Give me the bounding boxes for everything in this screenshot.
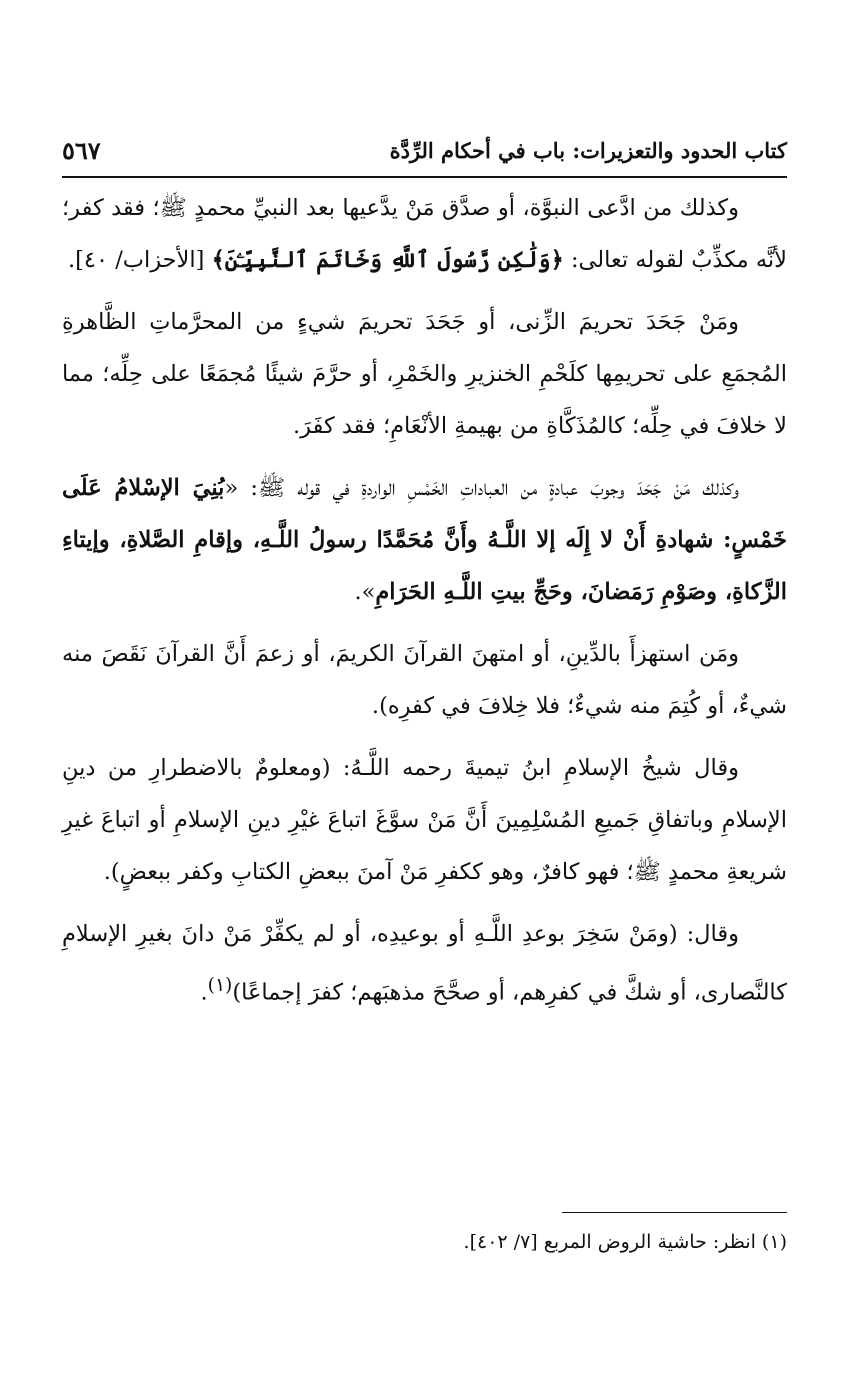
running-header: [62, 128, 787, 172]
header-rule: [62, 176, 787, 178]
page-number: ٥٦٧: [62, 135, 101, 165]
paragraph-text: وكذلك مَنْ جَحَدَ وجوبَ عبادةٍ من العباداتِ الخَمْسِ الواردةِ في قوله ﷺ: «: [224, 475, 739, 501]
main-text: [62, 182, 787, 1029]
footnote-marker[interactable]: (١): [207, 975, 233, 996]
paragraph-text: وقال: (ومَنْ سَخِرَ بوعدِ اللَّـهِ أو بوعيدِه، أو لم يكفِّرْ مَنْ دانَ بغيرِ الإسلامِ كالنَّصارى، أو شكَّ في كفرِهم، أو صحَّحَ مذهبَهم؛ كفرَ إجماعًا): [62, 921, 787, 1006]
running-title: كتاب الحدود والتعزيرات: باب في أحكام الرِّدَّة: [389, 137, 787, 163]
footnote-rule: [562, 1212, 787, 1213]
paragraph-pillars: [62, 462, 787, 618]
quran-reference: [الأحزاب/ ٤٠].: [67, 247, 212, 273]
quran-quote: ﴿وَلَٰكِن رَّسُولَ ٱللَّهِ وَخَاتَمَ ٱلنَّبِيِّـۧنَ﴾: [211, 247, 564, 273]
paragraph-consensus: [62, 908, 787, 1019]
paragraph-prophethood: [62, 182, 787, 286]
paragraph-text: وكذلك من ادَّعى النبوَّة، أو صدَّق مَنْ يدَّعيها بعد النبيِّ محمدٍ ﷺ؛ فقد كفر؛ لأنَّه مكذِّبٌ لقوله تعالى:: [62, 195, 787, 273]
paragraph-ibn-taymiyyah: وقال شيخُ الإسلامِ ابنُ تيميةَ رحمه اللَّـهُ: (ومعلومٌ بالاضطرارِ من دينِ الإسلامِ وباتفاقِ جَميعِ المُسْلِمِينَ أَنَّ مَنْ سوَّغَ اتباعَ غيْرِ دينِ الإسلامِ أو اتباعَ غيرِ شريعةِ محمدٍ ﷺ؛ فهو كافرٌ، وهو ككفرِ مَنْ آمنَ ببعضِ الكتابِ وكفر ببعضٍ).: [62, 755, 787, 885]
footnote: (١) انظر: حاشية الروض المربع [٧/ ٤٠٢].: [463, 1231, 787, 1253]
paragraph-text: ».: [354, 579, 376, 605]
paragraph-text: .: [200, 979, 208, 1006]
paragraph-prohibitions: ومَنْ جَحَدَ تحريمَ الزِّنى، أو جَحَدَ تحريمَ شيءٍ من المحرَّماتِ الظَّاهرةِ المُجمَعِ على تحريمِها كلَحْمِ الخنزيرِ والخَمْرِ، أو حرَّمَ شيئًا مُجمَعًا على حِلِّه؛ مما لا خلافَ في حِلِّه؛ كالمُذَكَّاةِ من بهيمةِ الأنْعَامِ؛ فقد كفَرَ.: [62, 309, 787, 439]
paragraph-mockery: ومَن استهزأَ بالدِّينِ، أو امتهنَ القرآنَ الكريمَ، أو زعمَ أَنَّ القرآنَ نَقَصَ منه شيءٌ، أو كُتِمَ منه شيءٌ؛ فلا خِلافَ في كفرِه).: [62, 641, 787, 719]
hadith-quote: بُنِيَ الإسْلامُ عَلَى خَمْسٍ: شهادةِ أَنْ لا إِلَه إلا اللَّـهُ وأَنَّ مُحَمَّدًا رسولُ اللَّـهِ، وإقامِ الصَّلاةِ، وإيتاءِ الزَّكاةِ، وصَوْمِ رَمَضانَ، وحَجِّ بيتِ اللَّـهِ الحَرَامِ: [62, 475, 787, 605]
